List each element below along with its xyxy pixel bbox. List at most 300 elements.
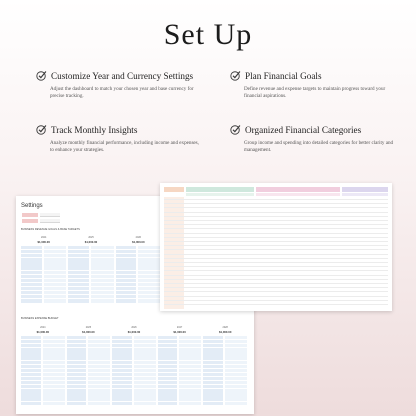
- grid-row: [21, 344, 247, 347]
- grid-cell: [43, 389, 65, 392]
- grid-row: [21, 385, 247, 388]
- grid-cell: [116, 295, 137, 298]
- grid-cell: [225, 336, 247, 339]
- grid-cell: [203, 381, 223, 384]
- page-title: Set Up: [163, 18, 253, 51]
- grid-cell: [88, 352, 110, 355]
- grid-cell: [225, 365, 247, 368]
- grid-cell: [43, 352, 65, 355]
- grid-row: [21, 283, 161, 286]
- year-header: 2026: [135, 236, 141, 239]
- grid-cell: [134, 344, 156, 347]
- grid-row: [21, 258, 161, 261]
- feature-description: Group income and spending into detailed categories for better clarity and management.: [244, 140, 394, 153]
- grid-cell: [134, 381, 156, 384]
- grid-cell: [44, 295, 67, 298]
- grid-cell: [68, 275, 89, 278]
- grid-cell: [179, 373, 201, 376]
- revenue-goals-grid: [21, 236, 161, 303]
- grid-cell: [225, 340, 247, 343]
- year-field-label: [22, 213, 38, 217]
- grid-row: [21, 271, 161, 274]
- grid-row: [21, 266, 161, 269]
- grid-cell: [116, 287, 137, 290]
- grid-row: [21, 275, 161, 278]
- grid-cell: [21, 275, 42, 278]
- grid-cell: [91, 258, 114, 261]
- grid-cell: [116, 254, 137, 257]
- grid-row: [21, 393, 247, 396]
- grid-cell: [158, 365, 178, 368]
- grid-cell: [138, 279, 161, 282]
- grid-cell: [88, 389, 110, 392]
- grid-cell: [112, 402, 132, 405]
- grid-cell: [88, 393, 110, 396]
- grid-cell: [158, 356, 178, 359]
- grid-row: [21, 279, 161, 282]
- grid-cell: [138, 254, 161, 257]
- grid-cell: [112, 393, 132, 396]
- grid-cell: [21, 246, 42, 249]
- grid-cell: [91, 275, 114, 278]
- grid-cell: [116, 299, 137, 302]
- check-badge-icon: [230, 70, 241, 81]
- grid-cell: [43, 361, 65, 364]
- grid-cell: [44, 287, 67, 290]
- grid-row: [21, 402, 247, 405]
- grid-cell: [67, 389, 87, 392]
- grid-cell: [43, 393, 65, 396]
- grid-cell: [203, 361, 223, 364]
- grid-cell: [44, 254, 67, 257]
- grid-cell: [68, 258, 89, 261]
- grid-cell: [203, 336, 223, 339]
- grid-cell: [68, 283, 89, 286]
- grid-cell: [68, 266, 89, 269]
- grid-cell: [134, 361, 156, 364]
- grid-cell: [44, 271, 67, 274]
- grid-cell: [21, 279, 42, 282]
- grid-row: [21, 262, 161, 265]
- grid-cell: [43, 385, 65, 388]
- grid-cell: [21, 266, 42, 269]
- grid-cell: [91, 287, 114, 290]
- subheader-block: [342, 193, 388, 196]
- year-total: $1,000.00: [37, 240, 50, 244]
- grid-cell: [134, 340, 156, 343]
- grid-cell: [21, 381, 41, 384]
- grid-cell: [116, 275, 137, 278]
- grid-cell: [43, 373, 65, 376]
- year-total: $1,000.00: [84, 240, 98, 244]
- grid-cell: [225, 389, 247, 392]
- grid-cell: [179, 402, 201, 405]
- grid-cell: [67, 402, 87, 405]
- feature-title: Customize Year and Currency Settings: [51, 70, 194, 81]
- grid-cell: [134, 336, 156, 339]
- grid-cell: [43, 377, 65, 380]
- grid-cell: [203, 389, 223, 392]
- grid-cell: [179, 352, 201, 355]
- grid-cell: [138, 291, 161, 294]
- grid-cell: [158, 348, 178, 351]
- expense-budget-grid: [21, 326, 247, 406]
- grid-cell: [68, 250, 89, 253]
- grid-cell: [112, 389, 132, 392]
- grid-cell: [158, 352, 178, 355]
- grid-cell: [21, 352, 41, 355]
- grid-cell: [68, 246, 89, 249]
- subheader-block: [186, 193, 254, 196]
- feature-description: Analyze monthly financial performance, including income and expenses, to enhance your strategies.: [50, 140, 199, 153]
- grid-cell: [67, 393, 87, 396]
- grid-cell: [67, 336, 87, 339]
- grid-cell: [43, 344, 65, 347]
- grid-cell: [21, 393, 41, 396]
- grid-cell: [112, 365, 132, 368]
- grid-cell: [134, 402, 156, 405]
- grid-cell: [134, 377, 156, 380]
- grid-cell: [158, 336, 178, 339]
- feature-description: Adjust the dashboard to match your chosen year and base currency for precise tracking.: [50, 86, 194, 99]
- grid-cell: [138, 258, 161, 261]
- grid-cell: [158, 389, 178, 392]
- grid-cell: [203, 377, 223, 380]
- grid-cell: [88, 336, 110, 339]
- grid-cell: [67, 373, 87, 376]
- grid-cell: [225, 352, 247, 355]
- grid-cell: [179, 381, 201, 384]
- grid-cell: [179, 348, 201, 351]
- grid-cell: [112, 356, 132, 359]
- grid-cell: [43, 356, 65, 359]
- grid-cell: [203, 373, 223, 376]
- feature-title: Track Monthly Insights: [51, 124, 138, 135]
- grid-cell: [225, 356, 247, 359]
- grid-cell: [91, 271, 114, 274]
- grid-cell: [179, 385, 201, 388]
- grid-cell: [138, 295, 161, 298]
- grid-cell: [158, 369, 178, 372]
- grid-cell: [203, 344, 223, 347]
- grid-row: [21, 352, 247, 355]
- grid-cell: [203, 385, 223, 388]
- grid-cell: [21, 250, 42, 253]
- grid-cell: [138, 246, 161, 249]
- grid-cell: [179, 377, 201, 380]
- expense-section-label: BUSINESS EXPENSE BUDGET: [21, 317, 59, 320]
- grid-cell: [203, 348, 223, 351]
- grid-cell: [134, 369, 156, 372]
- grid-cell: [179, 393, 201, 396]
- grid-cell: [67, 365, 87, 368]
- grid-row: [21, 373, 247, 376]
- year-header: 2028: [222, 326, 228, 329]
- grid-cell: [225, 344, 247, 347]
- feature-description: Define revenue and expense targets to maintain progress toward your financial aspirations.: [244, 86, 386, 99]
- year-total: $1,000.00: [173, 330, 186, 334]
- grid-cell: [67, 356, 87, 359]
- grid-cell: [21, 258, 42, 261]
- grid-cell: [21, 402, 41, 405]
- grid-cell: [158, 377, 178, 380]
- grid-cell: [21, 356, 41, 359]
- grid-cell: [43, 397, 65, 400]
- grid-cell: [21, 397, 41, 400]
- grid-cell: [134, 397, 156, 400]
- grid-row: [21, 397, 247, 400]
- year-header: 2025: [88, 236, 94, 239]
- grid-cell: [134, 356, 156, 359]
- grid-cell: [225, 393, 247, 396]
- grid-cell: [44, 279, 67, 282]
- grid-cell: [67, 352, 87, 355]
- feature-title: Plan Financial Goals: [245, 70, 322, 81]
- grid-cell: [138, 266, 161, 269]
- year-total: $1,000.00: [218, 330, 232, 334]
- grid-cell: [43, 336, 65, 339]
- grid-cell: [88, 373, 110, 376]
- feature-goals: [230, 70, 405, 100]
- grid-cell: [158, 393, 178, 396]
- grid-cell: [203, 340, 223, 343]
- year-field-value: [40, 213, 60, 217]
- grid-cell: [88, 402, 110, 405]
- grid-cell: [44, 283, 67, 286]
- header-block: [256, 187, 340, 192]
- grid-cell: [21, 340, 41, 343]
- check-badge-icon: [230, 124, 241, 135]
- grid-row: [21, 389, 247, 392]
- grid-cell: [88, 361, 110, 364]
- grid-cell: [68, 291, 89, 294]
- grid-cell: [138, 271, 161, 274]
- grid-cell: [67, 369, 87, 372]
- grid-cell: [21, 283, 42, 286]
- grid-row: [21, 369, 247, 372]
- grid-cell: [225, 397, 247, 400]
- grid-row: [21, 381, 247, 384]
- grid-cell: [179, 336, 201, 339]
- grid-cell: [91, 250, 114, 253]
- grid-cell: [116, 283, 137, 286]
- grid-cell: [134, 365, 156, 368]
- grid-cell: [158, 385, 178, 388]
- grid-cell: [43, 365, 65, 368]
- grid-cell: [112, 336, 132, 339]
- grid-cell: [21, 344, 41, 347]
- header-block: [164, 187, 184, 192]
- year-header: 2027: [176, 326, 183, 329]
- grid-cell: [88, 385, 110, 388]
- grid-cell: [116, 246, 137, 249]
- year-header: 2024: [40, 326, 46, 329]
- grid-cell: [134, 352, 156, 355]
- grid-cell: [21, 361, 41, 364]
- grid-cell: [112, 385, 132, 388]
- year-header: 2026: [131, 326, 137, 329]
- currency-field-value: [40, 219, 60, 223]
- grid-cell: [67, 344, 87, 347]
- year-total: $1,000.00: [36, 330, 50, 334]
- settings-title: Settings: [21, 203, 43, 209]
- check-badge-icon: [36, 70, 47, 81]
- grid-cell: [116, 258, 137, 261]
- grid-cell: [158, 397, 178, 400]
- grid-cell: [21, 336, 41, 339]
- grid-cell: [67, 340, 87, 343]
- revenue-section-label: BUSINESS REVENUE GOALS & BASE TARGETS: [21, 228, 80, 231]
- grid-cell: [44, 266, 67, 269]
- grid-cell: [112, 373, 132, 376]
- grid-cell: [112, 397, 132, 400]
- grid-cell: [179, 369, 201, 372]
- grid-row: [21, 295, 161, 298]
- grid-cell: [43, 402, 65, 405]
- feature-monthly: [36, 124, 211, 154]
- grid-cell: [68, 262, 89, 265]
- grid-cell: [44, 291, 67, 294]
- grid-cell: [179, 365, 201, 368]
- grid-row: [21, 246, 161, 249]
- grid-cell: [116, 291, 137, 294]
- grid-row: [21, 287, 161, 290]
- categories-sheet-mockup: [160, 183, 392, 311]
- grid-cell: [112, 340, 132, 343]
- grid-cell: [21, 373, 41, 376]
- grid-cell: [88, 340, 110, 343]
- grid-row: [21, 356, 247, 359]
- grid-cell: [44, 299, 67, 302]
- grid-row: [21, 365, 247, 368]
- grid-cell: [88, 381, 110, 384]
- grid-cell: [21, 385, 41, 388]
- grid-cell: [68, 299, 89, 302]
- grid-cell: [112, 344, 132, 347]
- grid-cell: [21, 287, 42, 290]
- grid-cell: [21, 291, 42, 294]
- grid-cell: [203, 397, 223, 400]
- grid-cell: [158, 361, 178, 364]
- grid-row: [21, 250, 161, 253]
- grid-cell: [158, 402, 178, 405]
- grid-cell: [21, 377, 41, 380]
- grid-cell: [91, 254, 114, 257]
- grid-cell: [138, 250, 161, 253]
- grid-cell: [225, 377, 247, 380]
- grid-cell: [112, 361, 132, 364]
- grid-cell: [21, 365, 41, 368]
- grid-cell: [67, 377, 87, 380]
- grid-cell: [203, 369, 223, 372]
- grid-cell: [158, 373, 178, 376]
- grid-cell: [179, 389, 201, 392]
- grid-cell: [225, 373, 247, 376]
- grid-cell: [88, 369, 110, 372]
- feature-title: Organized Financial Categories: [245, 124, 362, 135]
- grid-cell: [21, 299, 42, 302]
- grid-cell: [91, 266, 114, 269]
- grid-cell: [43, 348, 65, 351]
- grid-cell: [21, 348, 41, 351]
- grid-cell: [67, 381, 87, 384]
- grid-cell: [138, 283, 161, 286]
- grid-row: [21, 254, 161, 257]
- grid-cell: [203, 402, 223, 405]
- grid-cell: [67, 385, 87, 388]
- year-total: $1,000.00: [132, 240, 145, 244]
- grid-cell: [91, 295, 114, 298]
- grid-cell: [116, 266, 137, 269]
- grid-cell: [44, 262, 67, 265]
- grid-cell: [67, 361, 87, 364]
- subheader-block: [256, 193, 340, 196]
- grid-cell: [88, 397, 110, 400]
- grid-cell: [88, 365, 110, 368]
- grid-cell: [112, 381, 132, 384]
- grid-row: [21, 336, 247, 339]
- grid-cell: [116, 250, 137, 253]
- grid-cell: [88, 348, 110, 351]
- grid-cell: [44, 250, 67, 253]
- grid-cell: [21, 271, 42, 274]
- grid-cell: [67, 348, 87, 351]
- grid-cell: [203, 352, 223, 355]
- grid-cell: [203, 356, 223, 359]
- grid-cell: [44, 275, 67, 278]
- grid-cell: [116, 279, 137, 282]
- grid-cell: [179, 397, 201, 400]
- grid-cell: [21, 254, 42, 257]
- grid-cell: [91, 246, 114, 249]
- grid-cell: [43, 340, 65, 343]
- grid-cell: [44, 258, 67, 261]
- check-badge-icon: [36, 124, 47, 135]
- grid-cell: [91, 279, 114, 282]
- grid-cell: [88, 377, 110, 380]
- grid-cell: [225, 348, 247, 351]
- feature-categories: [230, 124, 405, 154]
- header-block: [186, 187, 254, 192]
- grid-cell: [138, 262, 161, 265]
- grid-cell: [21, 389, 41, 392]
- grid-cell: [179, 361, 201, 364]
- grid-cell: [158, 340, 178, 343]
- grid-cell: [68, 271, 89, 274]
- header-block: [342, 187, 388, 192]
- grid-cell: [134, 373, 156, 376]
- grid-cell: [158, 344, 178, 347]
- grid-cell: [116, 262, 137, 265]
- grid-cell: [179, 356, 201, 359]
- grid-cell: [21, 262, 42, 265]
- grid-cell: [134, 393, 156, 396]
- grid-row: [21, 377, 247, 380]
- grid-cell: [158, 381, 178, 384]
- grid-cell: [203, 365, 223, 368]
- grid-cell: [225, 385, 247, 388]
- grid-cell: [112, 369, 132, 372]
- grid-cell: [134, 348, 156, 351]
- grid-cell: [91, 291, 114, 294]
- grid-cell: [68, 254, 89, 257]
- grid-cell: [43, 369, 65, 372]
- grid-cell: [179, 344, 201, 347]
- grid-cell: [225, 361, 247, 364]
- grid-cell: [21, 295, 42, 298]
- grid-row: [21, 299, 161, 302]
- grid-row: [21, 291, 161, 294]
